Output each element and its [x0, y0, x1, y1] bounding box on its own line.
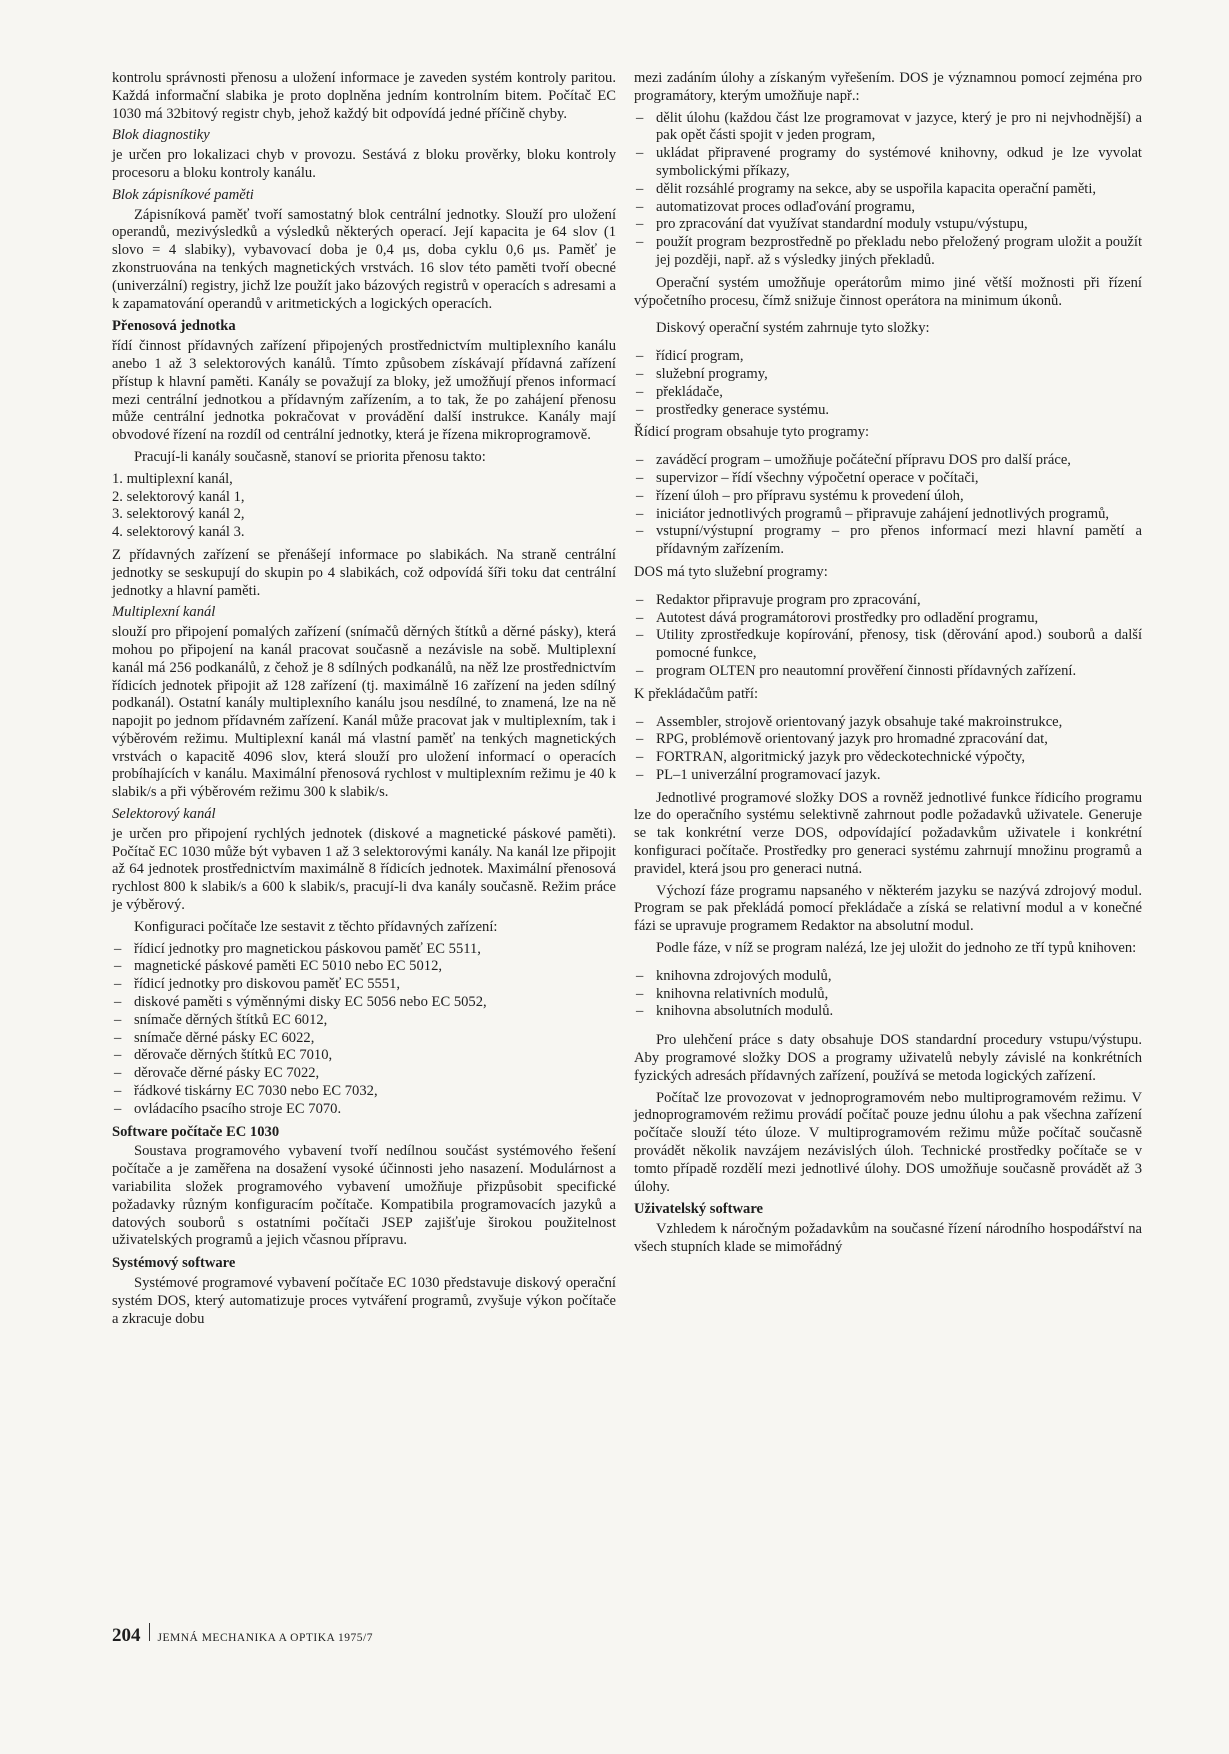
list-item: – děrovače děrných štítků EC 7010, [112, 1047, 616, 1065]
footer-divider [149, 1623, 150, 1641]
dos-capabilities-list [634, 110, 1142, 270]
list-item: – dělit rozsáhlé programy na sekce, aby se uspořila kapacita operační paměti, [634, 181, 1142, 199]
dos-components-list [634, 348, 1142, 419]
paragraph-software: Soustava programového vybavení tvoří nedílnou součást systémového řešení počítače a je zaměřena na dosažení vysoké účinnosti jeho nasazení. Modulárnost a variabilita složek programového vybavení umožňuje přizpůsobit specifické požadavky různým konfiguracím počítače. Kompatibila programovacích jazyků a datových souborů s ostatními počítači JSEP zajišťuje širokou použitelnost uživatelských programů a jejich včasnou přípravu. [112, 1143, 616, 1249]
right-column [634, 70, 1142, 1261]
heading-systemovy-software: Systémový software [112, 1255, 236, 1272]
list-item: 1. multiplexní kanál, [112, 470, 233, 487]
device-list [112, 941, 616, 1119]
paragraph-sluzebni-programy: DOS má tyto služební programy: [634, 563, 828, 580]
paragraph-selektorovy-kanal: je určen pro připojení rychlých jednotek (diskové a magnetické páskové paměti). Počítač EC 1030 může být vybaven 1 až 3 selektorovými kanály. Na kanál lze připojit až 64 jednotek prostřednictvím maximálně 8 řídicích jednotek. Maximální přenosová rychlost 800 k slabik/s a 600 k slabik/s, pracují-li dva kanály současně. Režim práce je výběrový. [112, 825, 616, 914]
list-item: – diskové paměti s výměnnými disky EC 5056 nebo EC 5052, [112, 994, 616, 1012]
list-item: – pro zpracování dat využívat standardní moduly vstupu/výstupu, [634, 216, 1142, 234]
list-item: – magnetické páskové paměti EC 5010 nebo EC 5012, [112, 958, 616, 976]
list-item: – automatizovat proces odlaďování programu, [634, 199, 1142, 217]
paragraph-prekladace: K překládačům patří: [634, 685, 758, 702]
heading-selektorovy-kanal: Selektorový kanál [112, 806, 216, 823]
paragraph-dos-intro: mezi zadáním úlohy a získaným vyřešením. DOS je významnou pomocí zejména pro programátory, kterým umožňuje např.: [634, 70, 1142, 104]
list-item: 4. selektorový kanál 3. [112, 524, 245, 541]
service-programs-list [634, 592, 1142, 681]
paragraph-slabiky: Z přídavných zařízení se přenášejí informace po slabikách. Na straně centrální jednotky se seskupují do skupin po 4 slabikách, což odpovídá šíři toku dat centrální jednotky a hlavní paměti. [112, 546, 616, 599]
paragraph-zapisnikova-pamet: Zápisníková paměť tvoří samostatný blok centrální jednotky. Slouží pro uložení operandů, mezivýsledků a výsledků některých operací. Její kapacita je 64 slov (1 slovo = 4 slabiky), vybavovací doba je 0,4 μs, doba cyklu 0,6 μs. Paměť je zkonstruována na tenkých magnetických vrstvách. 16 slov této paměti tvoří obecné (univerzální) registry, jichž lze použít jako bázových registrů v operacích s adresami a k zapamatování operandů v aritmetických a logických operacích. [112, 206, 616, 312]
paragraph-systemovy-software: Systémové programové vybavení počítače EC 1030 představuje diskový operační systém DOS, který automatizuje proces vytváření programů, zvyšuje výkon počítače a zkracuje dobu [112, 1275, 616, 1327]
paragraph-priorita: Pracují-li kanály současně, stanoví se priorita přenosu takto: [134, 448, 486, 465]
list-item: – FORTRAN, algoritmický jazyk pro vědeckotechnické výpočty, [634, 749, 1142, 767]
page-number: 204 [112, 1625, 141, 1646]
list-item: – řádkové tiskárny EC 7030 nebo EC 7032, [112, 1083, 616, 1101]
paragraph-ridici-program: Řídicí program obsahuje tyto programy: [634, 424, 870, 441]
paragraph-prenosova-jednotka: řídí činnost přídavných zařízení připojených prostřednictvím multiplexního kanálu anebo 1 až 3 selektorových kanálů. Tímto způsobem získávají přídavná zařízení přístup k hlavní paměti. Kanály se považují za bloky, jež umožňují přenos informací mezi centrální jednotkou a přídavným zařízením, a to tak, že po zahájení přenosu může centrální jednotka pokračovat v provádění další instrukce. Kanály mají obvodové řízení na rozdíl od centrální jednotky, která je řízena mikroprogramově. [112, 338, 616, 444]
paragraph-operacni-system: Operační systém umožňuje operátorům mimo jiné větší možnosti při řízení výpočetního procesu, čímž snižuje činnost operátora na minimum úkonů. [634, 274, 1142, 309]
libraries-list [634, 968, 1142, 1021]
list-item: – překládače, [634, 384, 1142, 402]
list-item: – RPG, problémově orientovaný jazyk pro hromadné zpracování dat, [634, 731, 1142, 749]
list-item: – knihovna zdrojových modulů, [634, 968, 1142, 986]
list-item: – iniciátor jednotlivých programů – připravuje zahájení jednotlivých programů, [634, 506, 1142, 524]
list-item: – Autotest dává programátorovi prostředky pro odladění programu, [634, 610, 1142, 628]
heading-uzivatelsky-software: Uživatelský software [634, 1201, 764, 1218]
page-footer [112, 1623, 373, 1647]
list-item: – supervizor – řídí všechny výpočetní operace v počítači, [634, 470, 1142, 488]
list-item: – dělit úlohu (každou část lze programovat v jazyce, který je pro ni nejvhodnější) a pak opět části spojit v jeden program, [634, 110, 1142, 146]
left-column [112, 70, 616, 1332]
list-item: – řídicí jednotky pro diskovou paměť EC 5551, [112, 976, 616, 994]
compilers-list [634, 714, 1142, 785]
list-item: – snímače děrné pásky EC 6022, [112, 1030, 616, 1048]
list-item: – Utility zprostředkuje kopírování, přenosy, tisk (děrování apod.) souborů a další pomocné funkce, [634, 627, 1142, 663]
list-item: – ukládat připravené programy do systémové knihovny, odkud je lze vyvolat symbolickými příkazy, [634, 145, 1142, 181]
list-item: – prostředky generace systému. [634, 402, 1142, 420]
list-item: – použít program bezprostředně po překladu nebo přeložený program uložit a použít jej později, např. až s výsledky jiných překladů. [634, 234, 1142, 270]
paragraph-ulehceni: Pro ulehčení práce s daty obsahuje DOS standardní procedury vstupu/výstupu. Aby programové složky DOS a programy uživatelů nebyly závislé na konkrétních fyzických adresách přídavných zařízení, používá se metoda logických zařízení. [634, 1032, 1142, 1084]
list-item: – Redaktor připravuje program pro zpracování, [634, 592, 1142, 610]
list-item: – snímače děrných štítků EC 6012, [112, 1012, 616, 1030]
paragraph-jednotlive-slozky: Jednotlivé programové složky DOS a rovněž jednotlivé funkce řídicího programu lze do operačního systému selektivně zahrnout podle požadavků uživatele. Generuje se tak konkrétní verze DOS, odpovídající požadavkům uživatele i konkrétní konfiguraci počítače. Prostředky pro generaci systému zahrnují množinu programů a pravidel, která jsou pro generaci nutná. [634, 789, 1142, 877]
list-item: – děrovače děrné pásky EC 7022, [112, 1065, 616, 1083]
heading-blok-diagnostiky: Blok diagnostiky [112, 127, 210, 144]
paragraph-vychozi-faze: Výchozí fáze programu napsaného v některém jazyku se nazývá zdrojový modul. Program se pak překládá pomocí překládače a získá se relativní modul a v konečné fázi se upravuje programem Redaktor na absolutní modul. [634, 882, 1142, 935]
heading-software: Software počítače EC 1030 [112, 1123, 280, 1140]
paragraph-knihovny: Podle fáze, v níž se program nalézá, lze jej uložit do jednoho ze tří typů knihoven: [656, 940, 1137, 957]
list-item: – řízení úloh – pro přípravu systému k provedení úloh, [634, 488, 1142, 506]
paragraph-parity: kontrolu správnosti přenosu a uložení informace je zaveden systém kontroly paritou. Každá informační slabika je proto doplněna jedním kontrolním bitem. Počítač EC 1030 má 32bitový registr chyb, jehož každý bit odpovídá jedné příčině chyby. [112, 70, 616, 122]
paragraph-konfigurace: Konfiguraci počítače lze sestavit z těchto přídavných zařízení: [134, 918, 498, 935]
heading-multiplexni-kanal: Multiplexní kanál [112, 604, 216, 621]
list-item: – program OLTEN pro neautomní prověření činnosti přídavných zařízení. [634, 663, 1142, 681]
heading-blok-zapisnikove-pameti: Blok zápisníkové paměti [112, 186, 254, 203]
paragraph-dos-slozky: Diskový operační systém zahrnuje tyto složky: [656, 320, 930, 337]
list-item: – řídicí jednotky pro magnetickou páskovou paměť EC 5511, [112, 941, 616, 959]
list-item: – knihovna absolutních modulů. [634, 1003, 1142, 1021]
paragraph-uzivatelsky-software: Vzhledem k náročným požadavkům na současné řízení národního hospodářství na všech stupních klade se mimořádný [634, 1221, 1142, 1256]
list-item: 2. selektorový kanál 1, [112, 488, 245, 505]
list-item: – vstupní/výstupní programy – pro přenos informací mezi hlavní pamětí a přídavným zařízením. [634, 523, 1142, 559]
paragraph-multiplexni-kanal: slouží pro připojení pomalých zařízení (snímačů děrných štítků a děrné pásky), která mohou po připojení na kanál pracovat současně a nezávisle na sobě. Multiplexní kanál má 256 podkanálů, z čehož je 8 sdílných podkanálů, na něž lze prostřednictvím řídicích jednotek připojit až 128 zařízení (tj. maximálně 16 zařízení na jeden sdílný podkanál). Ostatní kanály multiplexního kanálu jsou nesdílné, to znamená, lze na ně napojit po jednom přídavném zařízení. Kanál může pracovat jak v multiplexním, tak i výběrovém režimu. Multiplexní kanál má vlastní paměť na tenkých magnetických vrstvách o kapacitě 4096 slov, která slouží pro uložení informací o operacích probíhajících v kanálu. Maximální přenosová rychlost v multiplexním režimu je 40 k slabik/s a při výběrovém režimu 300 k slabik/s. [112, 624, 616, 801]
journal-title: JEMNÁ MECHANIKA A OPTIKA 1975/7 [157, 1632, 373, 1644]
list-item: – řídicí program, [634, 348, 1142, 366]
list-item: – Assembler, strojově orientovaný jazyk obsahuje také makroinstrukce, [634, 714, 1142, 732]
list-item: – služební programy, [634, 366, 1142, 384]
control-program-list [634, 452, 1142, 559]
priority-list [112, 471, 616, 542]
list-item: – ovládacího psacího stroje EC 7070. [112, 1101, 616, 1119]
paragraph-diagnostiky: je určen pro lokalizaci chyb v provozu. Sestává z bloku prověrky, bloku kontroly procesoru a bloku kontroly kanálu. [112, 147, 616, 181]
heading-prenosova-jednotka: Přenosová jednotka [112, 318, 236, 335]
list-item: – PL–1 univerzální programovací jazyk. [634, 767, 1142, 785]
list-item: – knihovna relativních modulů, [634, 986, 1142, 1004]
paragraph-provoz: Počítač lze provozovat v jednoprogramovém nebo multiprogramovém režimu. V jednoprogramovém režimu provádí počítač pouze jednu úlohu a pak všechna zařízení počítače slouží této úloze. V multiprogramovém režimu může počítač současně provádět několik navzájem nezávislých úloh. Technické prostředky počítače se v tomto případě rozdělí mezi jednotlivé úlohy. DOS umožňuje současně provádět až 3 úlohy. [634, 1089, 1142, 1195]
list-item: 3. selektorový kanál 2, [112, 506, 245, 523]
list-item: – zaváděcí program – umožňuje počáteční přípravu DOS pro další práce, [634, 452, 1142, 470]
